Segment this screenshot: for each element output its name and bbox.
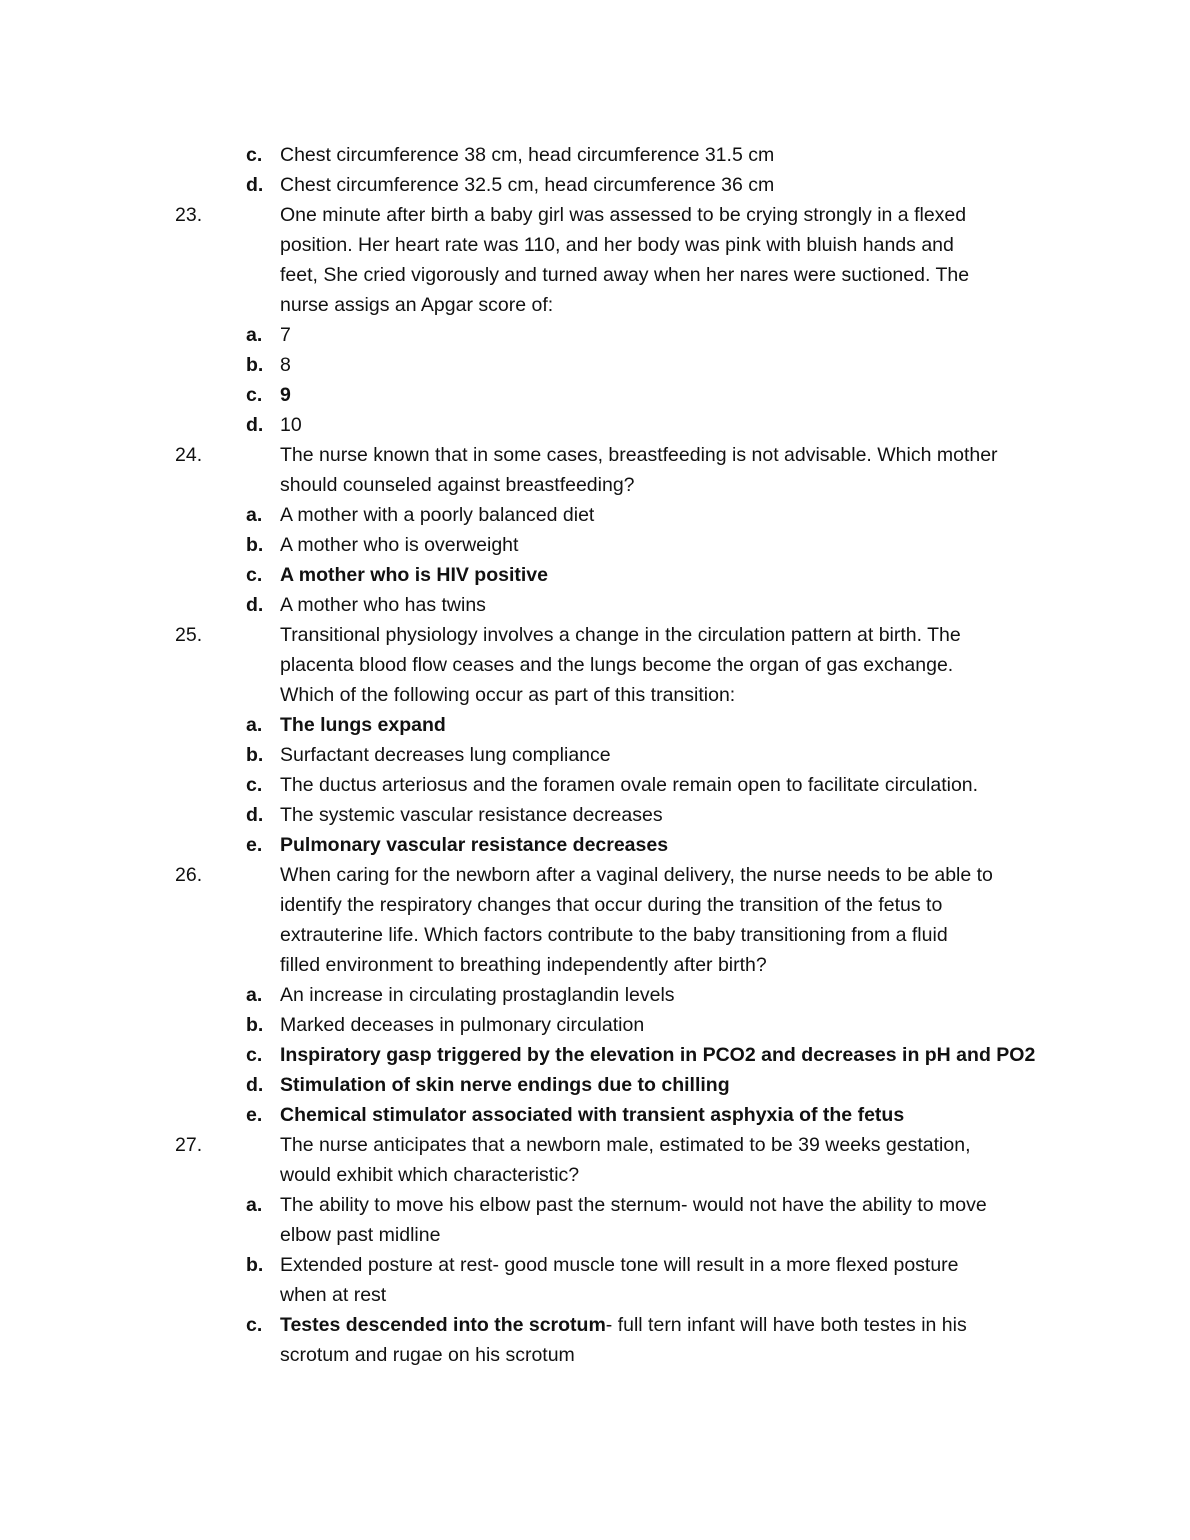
question-text: should counseled against breastfeeding? (280, 474, 635, 496)
option-letter: a. (246, 324, 263, 346)
option-row (0, 1010, 1190, 1040)
option-row (0, 140, 1190, 170)
option-text-line: Extended posture at rest- good muscle tone will result in a more flexed posture (280, 1254, 959, 1276)
question-row (0, 920, 1190, 950)
option-text-line: The ability to move his elbow past the sternum- would not have the ability to move (280, 1194, 987, 1216)
question-text: When caring for the newborn after a vaginal delivery, the nurse needs to be able to (280, 864, 993, 886)
option-letter: b. (246, 534, 264, 556)
option-row (0, 1070, 1190, 1100)
question-text: position. Her heart rate was 110, and her body was pink with bluish hands and (280, 234, 954, 256)
question-row (0, 680, 1190, 710)
option-row (0, 1100, 1190, 1130)
option-row (0, 980, 1190, 1010)
option-text-line: when at rest (280, 1284, 387, 1306)
option-text-line: Surfactant decreases lung compliance (280, 744, 611, 766)
option-row (0, 1310, 1190, 1340)
option-text (280, 1250, 959, 1280)
option-letter: c. (246, 1314, 263, 1336)
option-text-line: Pulmonary vascular resistance decreases (280, 834, 669, 856)
option-text (280, 560, 548, 590)
option-row (0, 350, 1190, 380)
option-row (0, 170, 1190, 200)
option-text-line: 9 (280, 384, 291, 406)
option-letter: b. (246, 1014, 264, 1036)
question-text: identify the respiratory changes that occur during the transition of the fetus to (280, 894, 943, 916)
option-text (280, 1220, 440, 1250)
option-letter: b. (246, 1254, 264, 1276)
option-text-line: 8 (280, 354, 291, 376)
option-text-line: A mother with a poorly balanced diet (280, 504, 595, 526)
option-letter: d. (246, 414, 264, 436)
option-row (0, 1250, 1190, 1280)
option-text-line: A mother who is overweight (280, 534, 519, 556)
option-row (0, 770, 1190, 800)
option-row (0, 800, 1190, 830)
question-row (0, 650, 1190, 680)
question-row (0, 470, 1190, 500)
question-number: 24. (175, 444, 203, 466)
option-row (0, 1340, 1190, 1370)
option-text (280, 980, 675, 1010)
question-row (0, 1160, 1190, 1190)
option-letter: b. (246, 354, 264, 376)
question-row (0, 950, 1190, 980)
option-letter: c. (246, 774, 263, 796)
question-text: would exhibit which characteristic? (280, 1164, 580, 1186)
option-text (280, 770, 978, 800)
option-letter: c. (246, 384, 263, 406)
option-text (280, 140, 774, 170)
option-text (280, 710, 446, 740)
option-letter: c. (246, 144, 263, 166)
question-number: 26. (175, 864, 203, 886)
option-row (0, 1280, 1190, 1310)
option-text-line: 10 (280, 414, 302, 436)
option-text (280, 500, 594, 530)
question-row (0, 290, 1190, 320)
option-text-line: Chest circumference 38 cm, head circumference 31.5 cm (280, 144, 775, 166)
option-row (0, 500, 1190, 530)
option-text-line: elbow past midline (280, 1224, 441, 1246)
question-text: placenta blood flow ceases and the lungs become the organ of gas exchange. (280, 654, 954, 676)
option-row (0, 740, 1190, 770)
option-text (280, 1310, 967, 1340)
option-text-line: Chemical stimulator associated with transient asphyxia of the fetus (280, 1104, 905, 1126)
option-text-line: An increase in circulating prostaglandin levels (280, 984, 675, 1006)
question-text: The nurse known that in some cases, breastfeeding is not advisable. Which mother (280, 444, 998, 466)
option-text-line: Stimulation of skin nerve endings due to chilling (280, 1074, 730, 1096)
option-text-line: A mother who has twins (280, 594, 486, 616)
document-page (0, 140, 1190, 1370)
option-row (0, 560, 1190, 590)
option-text (280, 530, 518, 560)
option-letter: d. (246, 594, 264, 616)
question-text: extrauterine life. Which factors contribute to the baby transitioning from a fluid (280, 924, 948, 946)
option-letter: a. (246, 984, 263, 1006)
option-text-line: 7 (280, 324, 291, 346)
option-row (0, 320, 1190, 350)
option-text-line: Inspiratory gasp triggered by the elevation in PCO2 and decreases in pH and PO2 (280, 1044, 1036, 1066)
question-number: 25. (175, 624, 203, 646)
option-answer-bold: Testes descended into the scrotum (280, 1314, 606, 1336)
option-letter: a. (246, 1194, 263, 1216)
option-text-line: scrotum and rugae on his scrotum (280, 1344, 575, 1366)
option-text (280, 1280, 386, 1310)
option-text-line: A mother who is HIV positive (280, 564, 548, 586)
option-row (0, 710, 1190, 740)
question-text: Which of the following occur as part of this transition: (280, 684, 736, 706)
option-letter: d. (246, 174, 264, 196)
option-text (280, 1340, 575, 1370)
question-text: nurse assigs an Apgar score of: (280, 294, 554, 316)
option-text-line: - full tern infant will have both testes in his (605, 1314, 967, 1336)
option-text (280, 800, 663, 830)
question-text: Transitional physiology involves a change in the circulation pattern at birth. The (280, 624, 961, 646)
option-text (280, 1100, 904, 1130)
question-row (0, 1130, 1190, 1160)
option-letter: e. (246, 834, 263, 856)
option-letter: d. (246, 804, 264, 826)
option-text (280, 1010, 644, 1040)
question-text: One minute after birth a baby girl was assessed to be crying strongly in a flexed (280, 204, 967, 226)
option-letter: c. (246, 564, 263, 586)
question-row (0, 860, 1190, 890)
option-text (280, 1190, 987, 1220)
question-row (0, 260, 1190, 290)
option-text (280, 410, 302, 440)
question-row (0, 200, 1190, 230)
option-row (0, 830, 1190, 860)
option-text-line: Marked deceases in pulmonary circulation (280, 1014, 645, 1036)
option-row (0, 530, 1190, 560)
option-text (280, 830, 668, 860)
option-text (280, 380, 291, 410)
option-text (280, 740, 611, 770)
option-text (280, 1070, 730, 1100)
question-row (0, 440, 1190, 470)
option-letter: a. (246, 504, 263, 526)
option-row (0, 1040, 1190, 1070)
option-row (0, 1220, 1190, 1250)
option-text (280, 350, 291, 380)
option-letter: a. (246, 714, 263, 736)
option-text (280, 590, 486, 620)
question-row (0, 620, 1190, 650)
option-text (280, 320, 291, 350)
option-letter: d. (246, 1074, 264, 1096)
option-row (0, 590, 1190, 620)
question-row (0, 230, 1190, 260)
option-text (280, 170, 774, 200)
question-text: filled environment to breathing independently after birth? (280, 954, 767, 976)
option-text-line: Chest circumference 32.5 cm, head circumference 36 cm (280, 174, 775, 196)
question-text: feet, She cried vigorously and turned away when her nares were suctioned. The (280, 264, 970, 286)
option-row (0, 410, 1190, 440)
question-number: 27. (175, 1134, 203, 1156)
option-text-line: The lungs expand (280, 714, 446, 736)
question-number: 23. (175, 204, 203, 226)
option-text (280, 1040, 1035, 1070)
option-letter: e. (246, 1104, 263, 1126)
option-row (0, 1190, 1190, 1220)
option-letter: c. (246, 1044, 263, 1066)
option-letter: b. (246, 744, 264, 766)
option-text-line: The systemic vascular resistance decreases (280, 804, 663, 826)
option-text-line: The ductus arteriosus and the foramen ovale remain open to facilitate circulation. (280, 774, 979, 796)
question-text: The nurse anticipates that a newborn male, estimated to be 39 weeks gestation, (280, 1134, 971, 1156)
option-row (0, 380, 1190, 410)
question-row (0, 890, 1190, 920)
